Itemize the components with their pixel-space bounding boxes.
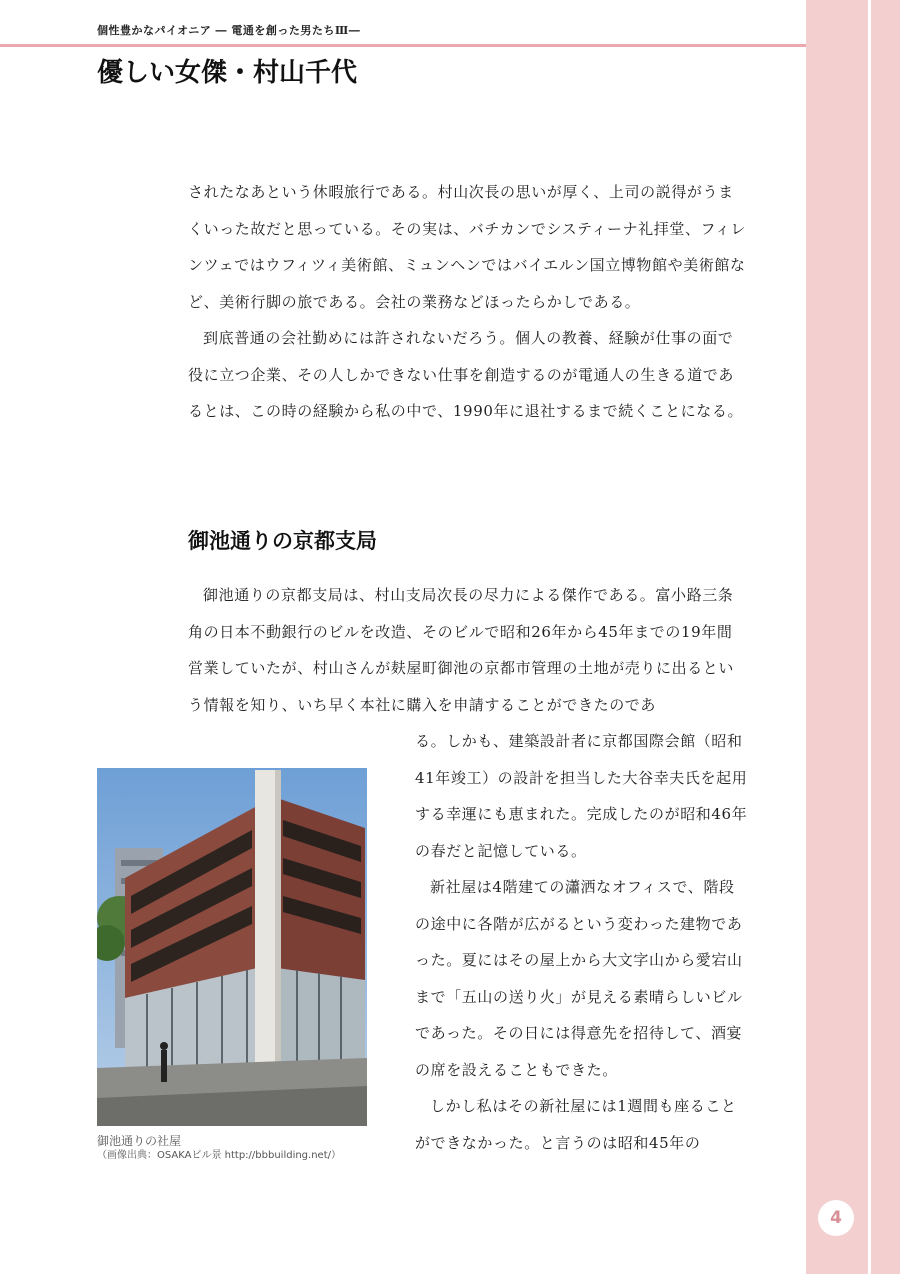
section-lead-paragraph: 御池通りの京都支局は、村山支局次長の尽力による傑作である。富小路三条角の日本不動銀行のビルを改造、そのビルで昭和26年から45年までの19年間営業していたが、村山さんが麸屋町御池の京都市管理の土地が売りに出るという情報を知り、いち早く本社に購入を申請することができたのであ	[188, 586, 735, 714]
photo-credit: （画像出典：OSAKAビル景 http://bbbuilding.net/）	[97, 1150, 341, 1161]
photo-caption: 御池通りの社屋	[97, 1134, 182, 1148]
header-rule	[0, 44, 806, 47]
section-side-text	[415, 723, 748, 1161]
side-paragraph-3: しかし私はその新社屋には1週間も座ることができなかった。と言うのは昭和45年の	[415, 1097, 737, 1152]
intro-text	[188, 174, 748, 430]
side-band	[806, 0, 900, 1274]
intro-paragraph-1: されたなあという休暇旅行である。村山次長の思いが厚く、上司の説得がうまくいった故だと思っている。その実は、バチカンでシスティーナ礼拝堂、フィレンツェではウフィツィ美術館、ミュンヘンではバイエルン国立博物館や美術館など、美術行脚の旅である。会社の業務などほったらかしである。	[188, 183, 747, 311]
side-paragraph-2: 新社屋は4階建ての瀟洒なオフィスで、階段の途中に各階が広がるという変わった建物であった。夏にはその屋上から大文字山から愛宕山まで「五山の送り火」が見える素晴らしいビルであった。その日には得意先を招待して、酒宴の席を設えることもできた。	[415, 878, 743, 1079]
page-title: 優しい女傑・村山千代	[97, 58, 358, 88]
section-heading: 御池通りの京都支局	[188, 528, 377, 553]
photo-caption-block	[97, 1133, 341, 1163]
building-photo	[97, 768, 367, 1126]
side-stripe	[868, 0, 871, 1274]
page-number: 4	[818, 1200, 854, 1236]
running-header: 個性豊かなパイオニア ― 電通を創った男たちⅢ―	[97, 24, 361, 37]
intro-paragraph-2: 到底普通の会社勤めには許されないだろう。個人の教養、経験が仕事の面で役に立つ企業、その人しかできない仕事を創造するのが電通人の生きる道であるとは、この時の経験から私の中で、1990年に退社するまで続くことになる。	[188, 329, 744, 420]
side-paragraph-1: る。しかも、建築設計者に京都国際会館（昭和41年竣工）の設計を担当した大谷幸夫氏を起用する幸運にも恵まれた。完成したのが昭和46年の春だと記憶している。	[415, 732, 748, 860]
section-lead-text	[188, 577, 748, 723]
